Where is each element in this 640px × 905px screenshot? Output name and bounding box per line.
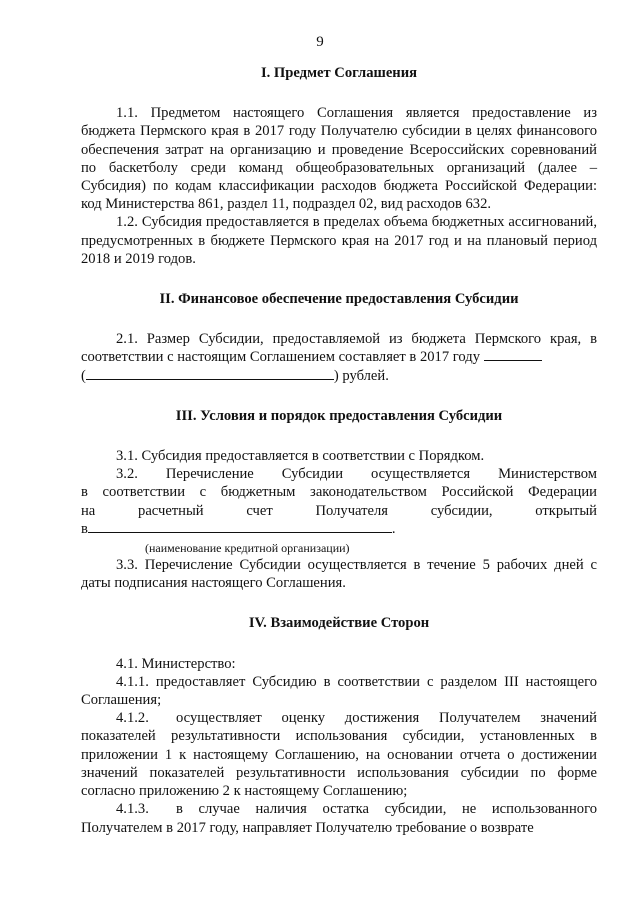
clause-4-1-3 (81, 800, 597, 836)
bank-name-blank-line (88, 520, 392, 533)
clause-3-2-line-2: в соответствии с бюджетным законодательством Российской Федерации (81, 484, 597, 501)
clause-3-1: 3.1. Субсидия предоставляется в соответствии с Порядком. (116, 448, 485, 465)
clause-4-1-3-number: 4.1.3. (116, 801, 149, 818)
rubles-label: ) рублей. (333, 367, 389, 384)
clause-4-1-2-text: осуществляет оценку достижения Получателем значений показателей результативности использования субсидии, установленных в приложении 1 к настоящему Соглашению, на основании отчета о достижении значений показателей результативности использования субсидии по форме согласно приложению 2 к настоящему Соглашению; (81, 710, 597, 800)
section-2-title: II. Финансовое обеспечение предоставления Субсидии (159, 291, 519, 308)
clause-1-2: 1.2. Субсидия предоставляется в пределах объема бюджетных ассигнований, предусмотренных в бюджете Пермского края на 2017 год и на плановый период 2018 и 2019 годов. (81, 214, 597, 267)
clause-3-2-line-4 (81, 520, 597, 538)
clause-4-1-3-text: в случае наличия остатка субсидии, не использованного Получателем в 2017 году, направляет Получателю требование о возврате (81, 801, 597, 836)
amount-words-blank-line (86, 367, 334, 380)
section-1-title: I. Предмет Соглашения (260, 65, 418, 81)
clause-2-1-text: 2.1. Размер Субсидии, предоставляемой из бюджета Пермского края, в соответствии с настоящим Соглашением составляет в 2017 году (81, 331, 597, 366)
bank-name-caption: (наименование кредитной организации) (145, 541, 350, 556)
document-body (81, 64, 597, 837)
clause-4-1-2 (81, 709, 597, 800)
clause-1-1: 1.1. Предметом настоящего Соглашения является предоставление из бюджета Пермского края в 2017 году Получателю субсидии в целях финансового обеспечения затрат на организацию и проведение Всероссийских соревнований по баскетболу среди команд общеобразовательных организаций (далее – Субсидия) по кодам классификации расходов бюджета Российской Федерации: код Министерства 861, раздел 11, подраздел 02, вид расходов 632. (81, 105, 597, 213)
section-4-title: IV. Взаимодействие Сторон (248, 615, 430, 632)
clause-2-1 (81, 330, 597, 366)
open-paren: ( (81, 367, 86, 384)
clause-4-1-2-number: 4.1.2. (116, 710, 149, 727)
clause-4-1-1: 4.1.1. предоставляет Субсидию в соответствии с разделом III настоящего Соглашения; (81, 673, 597, 709)
bank-suffix: . (391, 520, 396, 537)
clause-3-2-line-3: на расчетный счет Получателя субсидии, открытый (81, 502, 597, 519)
section-3-title: III. Условия и порядок предоставления Субсидии (175, 407, 503, 424)
clause-2-1-amount-words (81, 367, 597, 385)
bank-prefix: в (81, 520, 88, 537)
clause-3-2-line-1: 3.2. Перечисление Субсидии осуществляется Министерством (116, 466, 597, 483)
amount-blank-line (484, 348, 542, 361)
page-number: 9 (316, 34, 324, 50)
clause-3-3: 3.3. Перечисление Субсидии осуществляется в течение 5 рабочих дней с даты подписания настоящего Соглашения. (81, 557, 597, 592)
clause-4-1: 4.1. Министерство: (116, 655, 236, 672)
